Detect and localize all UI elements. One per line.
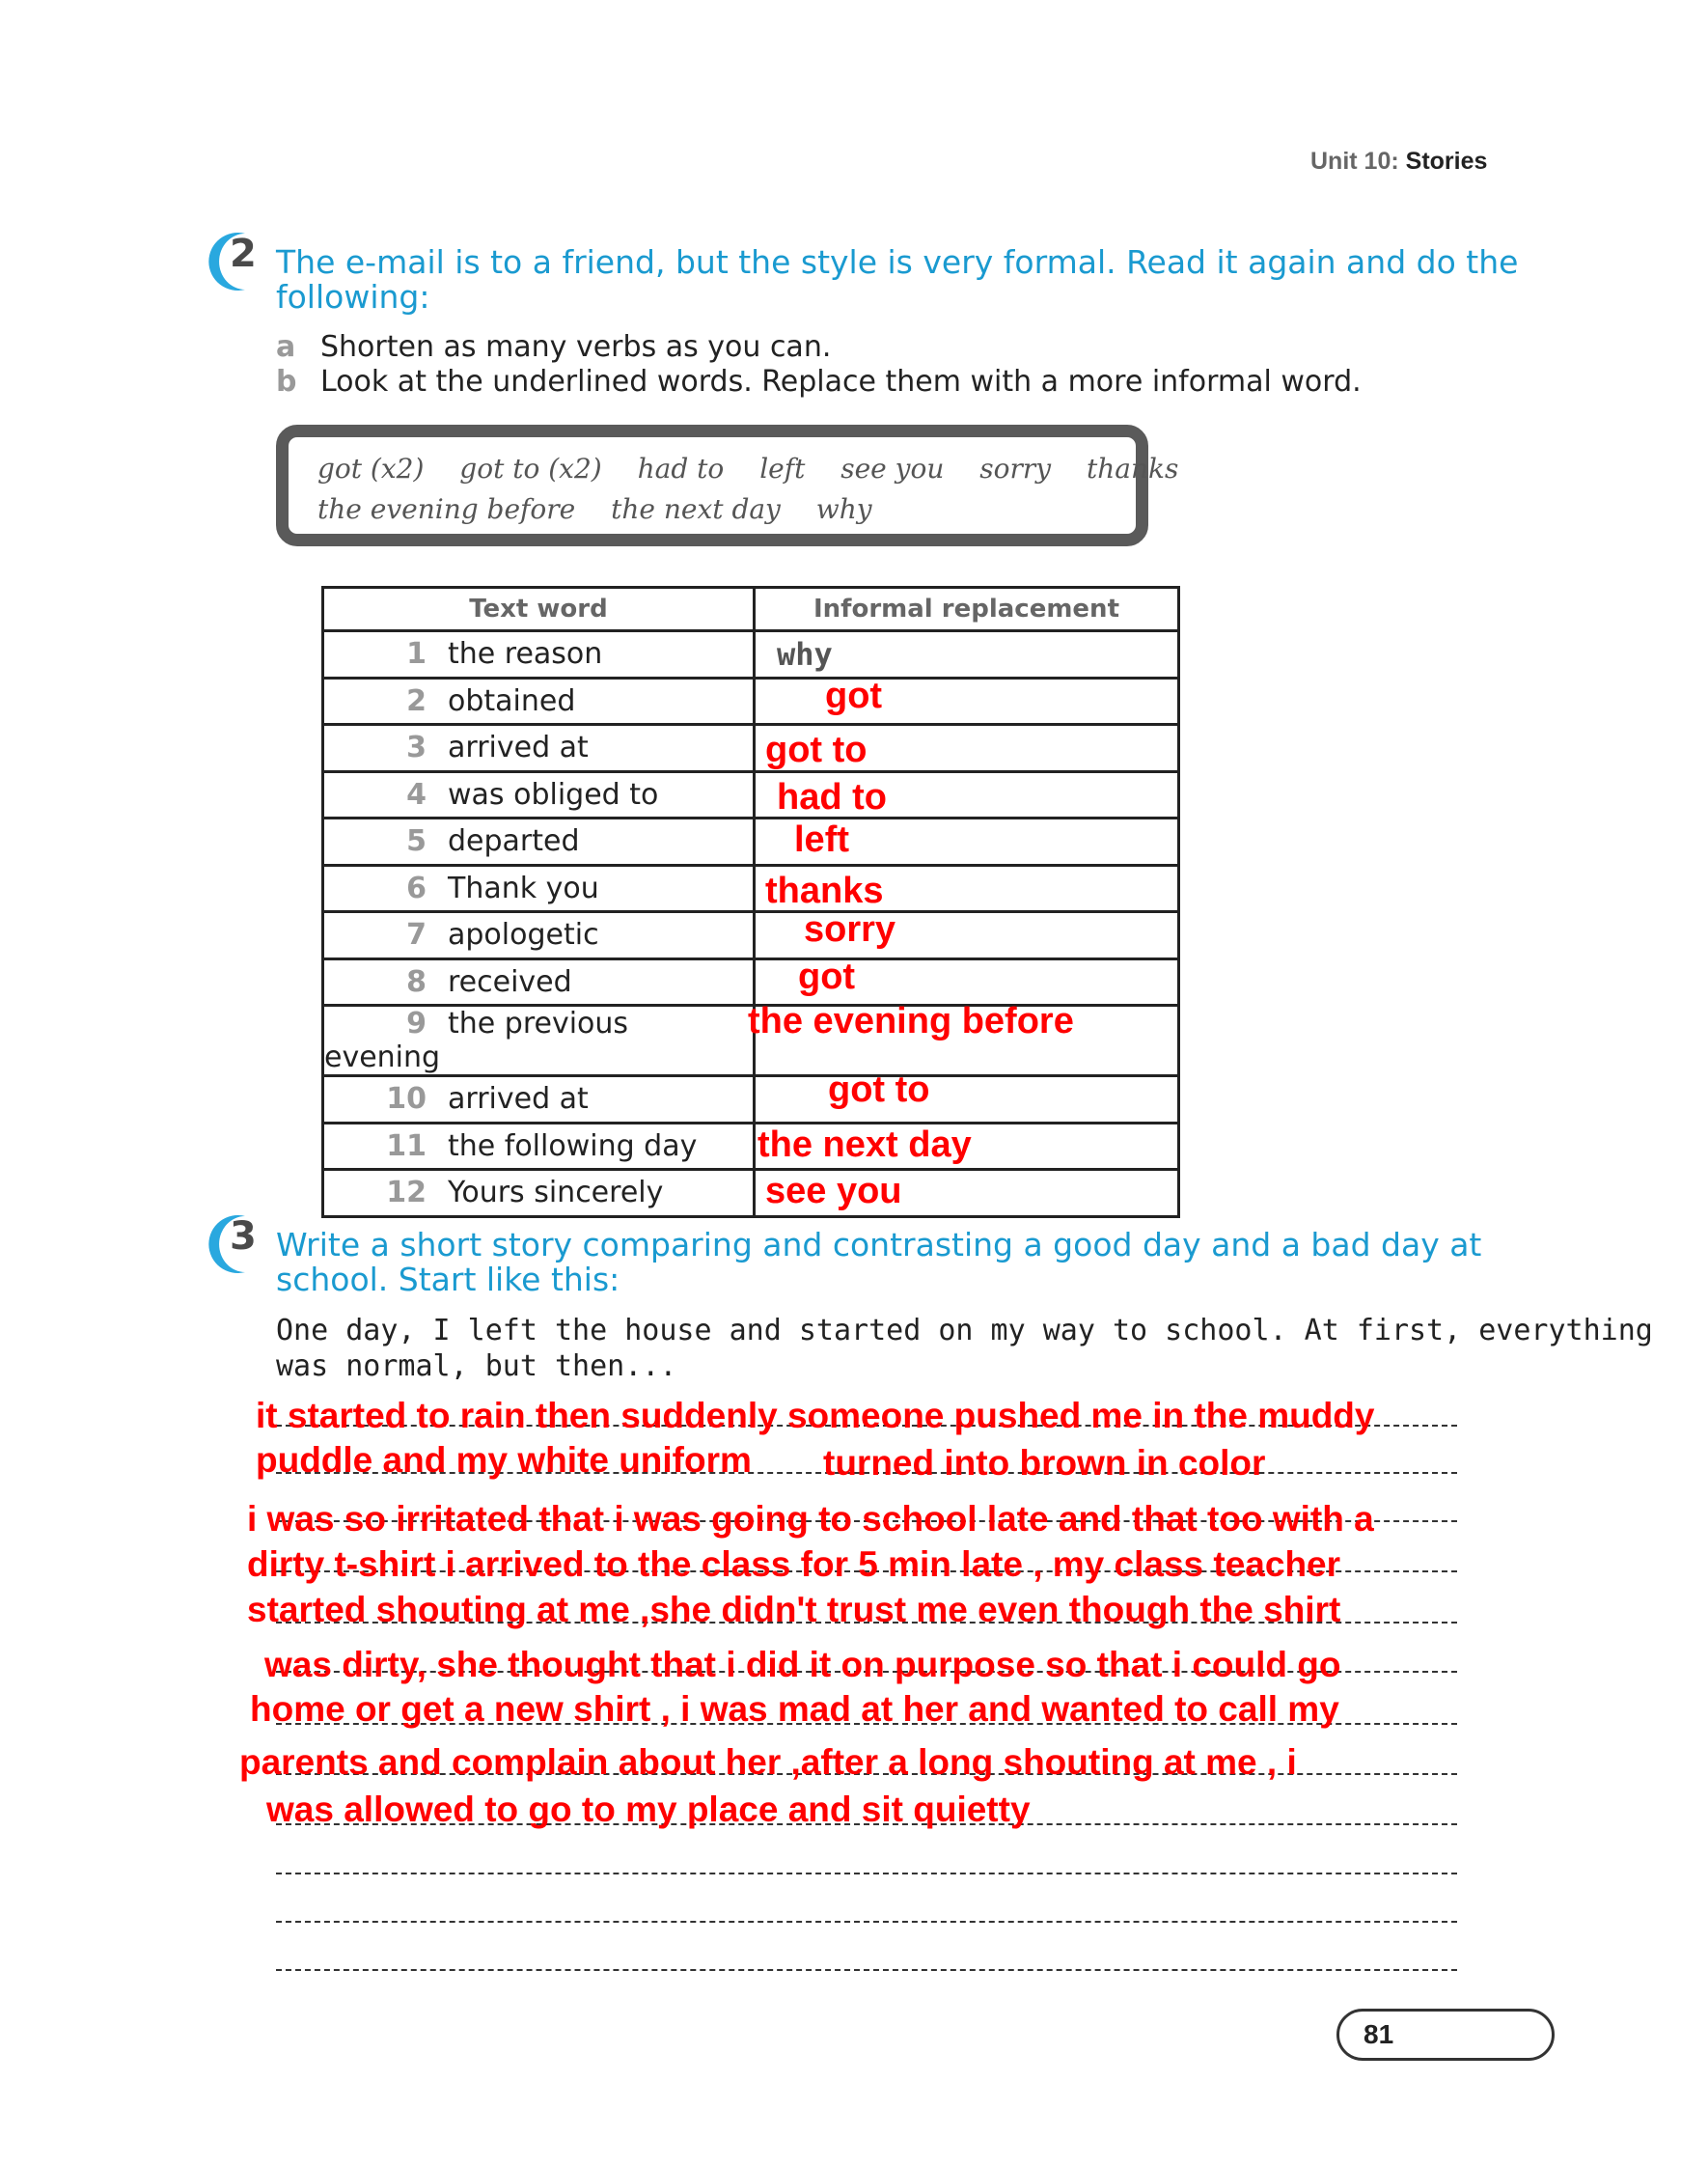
row-number: 2 [406,683,427,718]
exercise-3-badge [203,1212,270,1276]
row-number: 11 [386,1128,427,1163]
column-header: Text word [323,588,755,631]
replacement-cell[interactable] [755,1123,1179,1170]
text-word-cell [323,1123,755,1170]
replacement-cell[interactable] [755,819,1179,866]
page-number-badge [1336,2009,1555,2061]
replacement-cell[interactable] [755,771,1179,819]
starter-line: was normal, but then... [276,1349,677,1383]
row-number: 12 [386,1176,427,1210]
row-number: 4 [406,777,427,812]
table-row [323,1170,1179,1217]
handwritten-line: turned into brown in color [823,1443,1266,1483]
text-word: arrived at [448,731,589,765]
text-word: the reason [448,637,603,672]
replacement-cell[interactable] [755,631,1179,679]
text-word: was obliged to [448,777,659,812]
table-row [323,725,1179,772]
replacement-cell[interactable] [755,675,1179,725]
text-word: Yours sincerely [448,1176,664,1210]
exercise-number: 3 [230,1214,257,1259]
word-option: see you [840,453,945,485]
handwritten-line: i was so irritated that i was going to school late and that too with a [247,1499,1374,1539]
table-row [323,1123,1179,1170]
table-row [323,912,1179,959]
replacement-cell[interactable] [755,958,1179,1006]
row-number: 6 [406,871,427,905]
word-option: thanks [1087,453,1179,485]
text-word-cell [323,865,755,912]
task-letter: b [276,365,297,399]
text-word: received [448,964,572,999]
answer-text: why [777,636,833,673]
unit-title: Stories [1405,148,1488,175]
story-starter [276,1313,1653,1384]
word-option: why [815,493,872,525]
task-a [276,330,831,365]
row-number: 1 [406,637,427,672]
writing-line[interactable] [276,1969,1457,1971]
handwritten-line: parents and complain about her ,after a long shouting at me , i [239,1742,1297,1782]
text-word-cell [323,958,755,1006]
handwritten-line: was dirty, she thought that i did it on purpose so that i could go [264,1645,1341,1684]
word-box [276,425,1179,546]
text-word: the previous evening [324,1007,629,1074]
row-number: 10 [386,1082,427,1117]
exercise-number: 2 [230,232,257,276]
text-word: the following day [448,1128,698,1163]
text-word-cell [323,771,755,819]
handwritten-answer: thanks [765,870,884,911]
handwritten-answer: got [798,956,856,997]
handwritten-line: puddle and my white uniform [256,1440,752,1480]
row-number: 9 [406,1007,427,1041]
unit-header [1310,148,1487,176]
word-option: left [759,453,806,485]
table-row [323,631,1179,679]
row-number: 3 [406,731,427,765]
instruction-line: The e-mail is to a friend, but the style is very formal. Read it again and do the [276,243,1519,281]
table-row [323,1076,1179,1124]
task-text: Look at the underlined words. Replace them with a more informal word. [320,365,1362,399]
starter-line: One day, I left the house and started on my way to school. At first, everything [276,1314,1653,1347]
replacement-cell[interactable] [755,1069,1179,1124]
text-word: obtained [448,683,576,718]
task-b [276,365,1362,400]
row-number: 8 [406,964,427,999]
writing-line[interactable] [276,1873,1457,1874]
exercise-2-badge [203,230,270,293]
text-word-cell [323,678,755,725]
handwritten-line: dirty t-shirt i arrived to the class for 5 min late , my class teacher [247,1544,1341,1584]
word-option: sorry [979,453,1052,485]
word-box-line [317,453,1205,485]
instruction-line: following: [276,278,430,316]
writing-line[interactable] [276,1921,1457,1923]
handwritten-line: was allowed to go to my place and sit quietty [266,1790,1031,1829]
text-word-cell [323,631,755,679]
table-row [323,678,1179,725]
word-option: the evening before [317,493,576,525]
text-word-cell [323,725,755,772]
handwritten-answer: had to [777,776,887,818]
word-option: had to [637,453,725,485]
table-row [323,958,1179,1006]
replacement-cell[interactable] [748,1001,1179,1076]
text-word-cell [323,1076,755,1124]
instruction-line: school. Start like this: [276,1261,620,1298]
text-word-cell [323,1006,755,1076]
table-row [323,771,1179,819]
word-option: the next day [611,493,781,525]
handwritten-answer: got to [765,730,868,770]
replacement-cell[interactable] [755,865,1179,912]
replacement-cell[interactable] [755,725,1179,772]
handwritten-line: started shouting at me ,she didn't trust me even though the shirt [247,1590,1341,1629]
exercise-3-instruction [276,1228,1481,1297]
task-letter: a [276,330,296,364]
table-row [323,819,1179,866]
handwritten-answer: sorry [804,909,896,950]
word-box-line [317,493,899,525]
word-option: got to (x2) [459,453,602,485]
exercise-2-instruction [276,245,1518,315]
handwritten-answer: left [794,819,849,860]
table-row [323,865,1179,912]
replacement-table [321,586,1180,1218]
task-text: Shorten as many verbs as you can. [320,330,832,364]
handwritten-line: home or get a new shirt , i was mad at her and wanted to call my [250,1689,1339,1729]
text-word-cell [323,1170,755,1217]
text-word: apologetic [448,918,599,953]
handwritten-line: it started to rain then suddenly someone pushed me in the muddy [256,1396,1375,1435]
table-header-row [323,588,1179,631]
column-header: Informal replacement [755,588,1179,631]
row-number: 5 [406,824,427,859]
unit-label: Unit 10: [1310,148,1399,175]
handwritten-answer: got to [828,1069,930,1110]
text-word: departed [448,824,580,859]
table-row [323,1006,1179,1076]
text-word-cell [323,912,755,959]
page-number: 81 [1364,2019,1394,2049]
text-word: arrived at [448,1082,589,1117]
text-word: Thank you [448,871,599,905]
instruction-line: Write a short story comparing and contrasting a good day and a bad day at [276,1226,1482,1263]
row-number: 7 [406,918,427,953]
text-word-cell [323,819,755,866]
handwritten-answer: see you [765,1171,902,1211]
handwritten-answer: the evening before [748,1001,1074,1041]
word-option: got (x2) [317,453,425,485]
handwritten-answer: the next day [758,1124,972,1165]
replacement-cell[interactable] [755,1170,1179,1217]
handwritten-answer: got [825,675,883,716]
replacement-cell[interactable] [755,909,1179,959]
